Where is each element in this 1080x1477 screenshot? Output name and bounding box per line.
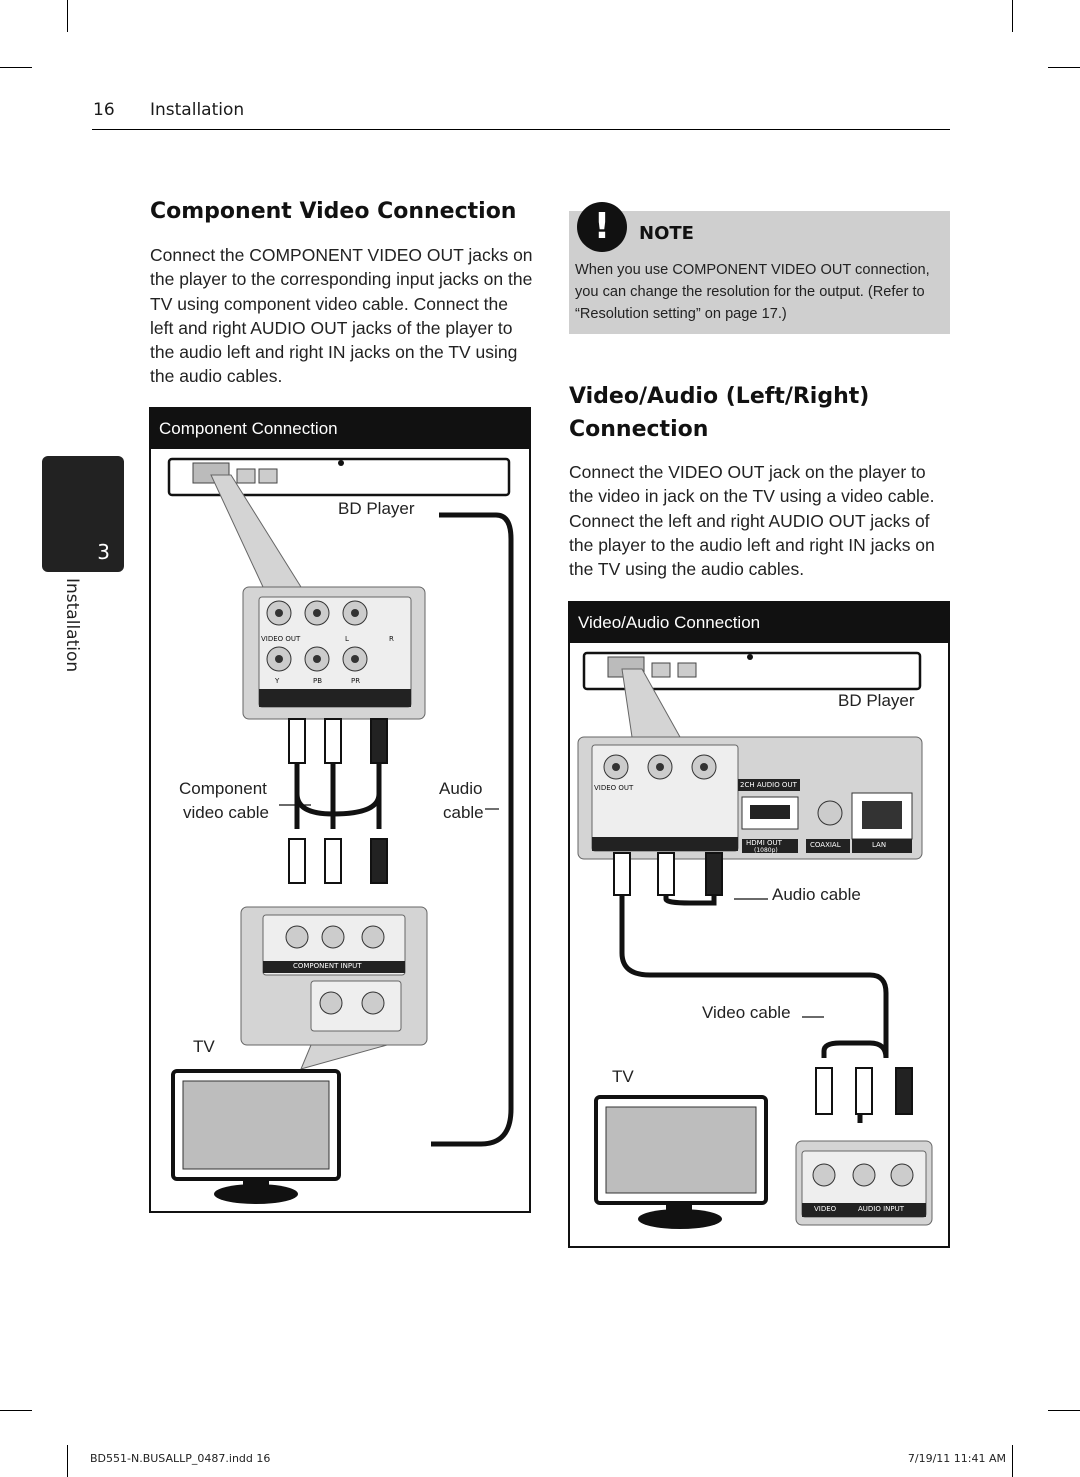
panel-r: R xyxy=(389,635,394,643)
crop-mark xyxy=(67,0,68,32)
panel-lan: LAN xyxy=(872,841,887,849)
panel-video-out: VIDEO OUT xyxy=(594,784,634,792)
crop-mark xyxy=(0,1410,32,1411)
figure-heading: Video/Audio Connection xyxy=(570,603,948,643)
note-box xyxy=(569,206,950,334)
note-text: When you use COMPONENT VIDEO OUT connection, you can change the resolution for the output. (Refer to “Resolution setting” on page 17.) xyxy=(575,262,930,322)
panel-pb: PB xyxy=(313,677,323,685)
crop-mark xyxy=(1048,1410,1080,1411)
footer-date: 7/19/11 11:41 AM xyxy=(907,1452,1006,1465)
crop-mark xyxy=(67,1445,68,1477)
audio-cable-label-2: cable xyxy=(443,803,484,822)
component-cable-label-2: video cable xyxy=(183,803,270,822)
video-audio-paragraph: Connect the VIDEO OUT jack on the player to the video in jack on the TV using a video cable. Connect the left and right AUDIO OUT jacks of the player to the audio left and right IN jacks on the TV using the audio cables. xyxy=(569,462,935,580)
crop-mark xyxy=(1012,1445,1013,1477)
video-cable-label: Video cable xyxy=(702,1003,791,1022)
video-audio-title-2: Connection xyxy=(569,417,709,442)
footer-file: BD551-N.BUSALLP_0487.indd 16 xyxy=(90,1452,271,1465)
panel-video-out: VIDEO OUT xyxy=(261,635,301,643)
video-audio-title: Video/Audio (Left/Right) xyxy=(569,384,870,409)
tv-label: TV xyxy=(612,1067,634,1086)
chapter-label: Installation xyxy=(62,578,82,673)
page-number: 16 xyxy=(93,100,115,120)
panel-pr: PR xyxy=(351,677,361,685)
panel-hdmi-sub: (1080p) xyxy=(754,847,778,854)
chapter-tab xyxy=(42,456,124,572)
panel-coaxial: COAXIAL xyxy=(810,841,841,849)
panel-y: Y xyxy=(275,677,280,685)
panel-l: L xyxy=(345,635,349,643)
section-title: Installation xyxy=(150,100,245,120)
bd-player-label: BD Player xyxy=(838,691,915,710)
chapter-number: 3 xyxy=(97,540,110,564)
component-cable-label: Component xyxy=(179,779,267,798)
crop-mark xyxy=(1048,67,1080,68)
audio-cable-label: Audio xyxy=(439,779,483,798)
tv-audio-input: AUDIO INPUT xyxy=(858,1205,905,1213)
bd-player-label: BD Player xyxy=(338,499,415,518)
note-label: NOTE xyxy=(639,223,694,244)
video-audio-connection-figure xyxy=(568,601,950,1248)
tv-component-input: COMPONENT INPUT xyxy=(293,962,362,970)
alert-icon: ! xyxy=(577,202,627,252)
header-rule xyxy=(92,129,950,130)
panel-hdmi: HDMI OUT xyxy=(746,839,782,847)
audio-cable-label: Audio cable xyxy=(772,885,861,904)
crop-mark xyxy=(1012,0,1013,32)
panel-2ch: 2CH AUDIO OUT xyxy=(740,781,797,789)
tv-video: VIDEO xyxy=(814,1205,837,1213)
component-connection-figure xyxy=(149,407,531,1213)
figure-heading: Component Connection xyxy=(151,409,529,449)
component-video-paragraph: Connect the COMPONENT VIDEO OUT jacks on the player to the corresponding input jacks on the TV using component video cable. Connect the left and right AUDIO OUT jacks of the player to the audio left and right IN jacks on the TV using the audio cables. xyxy=(150,245,533,387)
tv-label: TV xyxy=(193,1037,215,1056)
component-video-title: Component Video Connection xyxy=(150,199,517,224)
crop-mark xyxy=(0,67,32,68)
